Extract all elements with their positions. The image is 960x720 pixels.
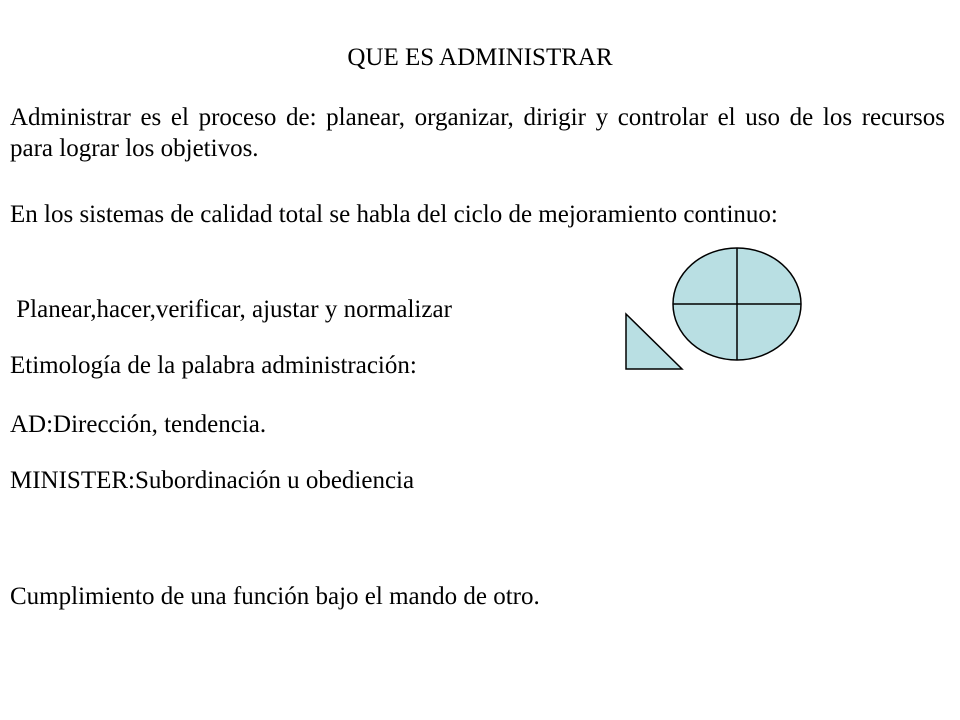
slide-title: QUE ES ADMINISTRAR: [347, 44, 613, 71]
cycle-steps-text: Planear,hacer,verificar, ajustar y normalizar: [10, 296, 452, 323]
quality-intro-paragraph: En los sistemas de calidad total se habla del ciclo de mejoramiento continuo:: [10, 201, 778, 228]
triangle-wedge-icon: [626, 314, 682, 369]
circle-quadrants-icon: [673, 248, 801, 360]
etymology-ad: AD:Dirección, tendencia.: [10, 411, 267, 438]
etymology-minister: MINISTER:Subordinación u obediencia: [10, 467, 415, 494]
etymology-heading: Etimología de la palabra administración:: [10, 352, 417, 379]
meaning-text: Cumplimiento de una función bajo el mando de otro.: [10, 583, 540, 610]
definition-paragraph: Administrar es el proceso de: planear, organizar, dirigir y controlar el uso de los recursos para lograr los objetivos.: [10, 104, 945, 162]
cycle-diagram: [620, 244, 810, 374]
